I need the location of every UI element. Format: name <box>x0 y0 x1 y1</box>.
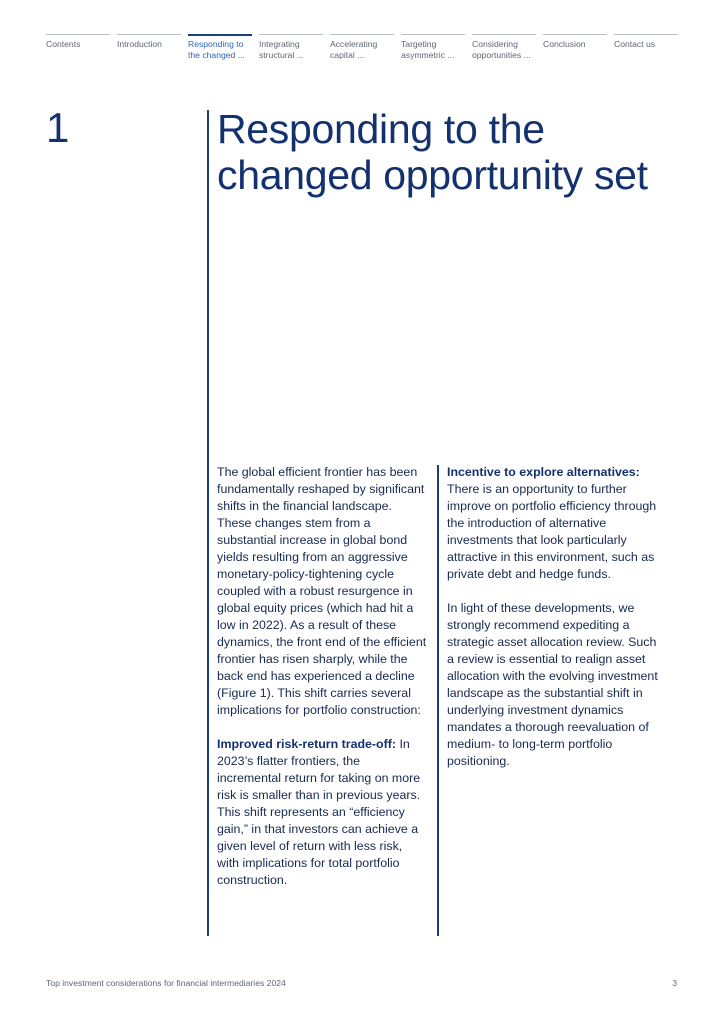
nav-introduction[interactable]: Introduction <box>117 34 181 61</box>
text-column-left <box>217 464 427 906</box>
nav-contents[interactable]: Contents <box>46 34 110 61</box>
nav-contact-us[interactable]: Contact us <box>614 34 678 61</box>
paragraph-heading: Improved risk-return trade-off: <box>217 737 396 751</box>
paragraph-heading: Incentive to explore alternatives: <box>447 465 640 479</box>
nav-responding[interactable]: Responding to the changed ... <box>188 34 252 61</box>
nav-considering[interactable]: Considering opportunities ... <box>472 34 536 61</box>
paragraph-body: There is an opportunity to further improve on portfolio efficiency through the introduction of alternative investments that look particularly attractive in this environment, such as private debt and hedge funds. <box>447 482 657 581</box>
page-title: Responding to the changed opportunity set <box>217 106 648 198</box>
chapter-number: 1 <box>46 104 70 151</box>
body-paragraph <box>447 464 661 583</box>
footer-title: Top investment considerations for financial intermediaries 2024 <box>46 978 286 988</box>
nav-conclusion[interactable]: Conclusion <box>543 34 607 61</box>
body-paragraph <box>217 736 427 889</box>
page-number: 3 <box>672 978 677 988</box>
vertical-divider-left <box>207 110 209 936</box>
body-paragraph: The global efficient frontier has been fundamentally reshaped by significant shifts in the financial landscape. These changes stem from a substantial increase in global bond yields resulting from an aggressive monetary-policy-tightening cycle coupled with a robust resurgence in global equity prices (which had hit a low in 2022). As a result of these dynamics, the front end of the efficient frontier has risen sharply, while the back end has experienced a decline (Figure 1). This shift carries several implications for portfolio construction: <box>217 465 427 717</box>
nav-targeting[interactable]: Targeting asymmetric ... <box>401 34 465 61</box>
text-column-right <box>447 464 661 787</box>
paragraph-body: In 2023’s flatter frontiers, the incremental return for taking on more risk is smaller than in previous years. This shift represents an “efficiency gain,” in that investors can achieve a given level of return with less risk, with implications for total portfolio construction. <box>217 737 421 887</box>
nav-accelerating[interactable]: Accelerating capital ... <box>330 34 394 61</box>
top-navigation <box>46 34 678 61</box>
vertical-divider-middle <box>437 465 439 936</box>
body-paragraph: In light of these developments, we strongly recommend expediting a strategic asset allocation review. Such a review is essential to realign asset allocation with the evolving investment landscape as the substantial shift in underlying investment dynamics mandates a thorough reevaluation of medium- to long-term portfolio positioning. <box>447 601 658 768</box>
nav-integrating[interactable]: Integrating structural ... <box>259 34 323 61</box>
